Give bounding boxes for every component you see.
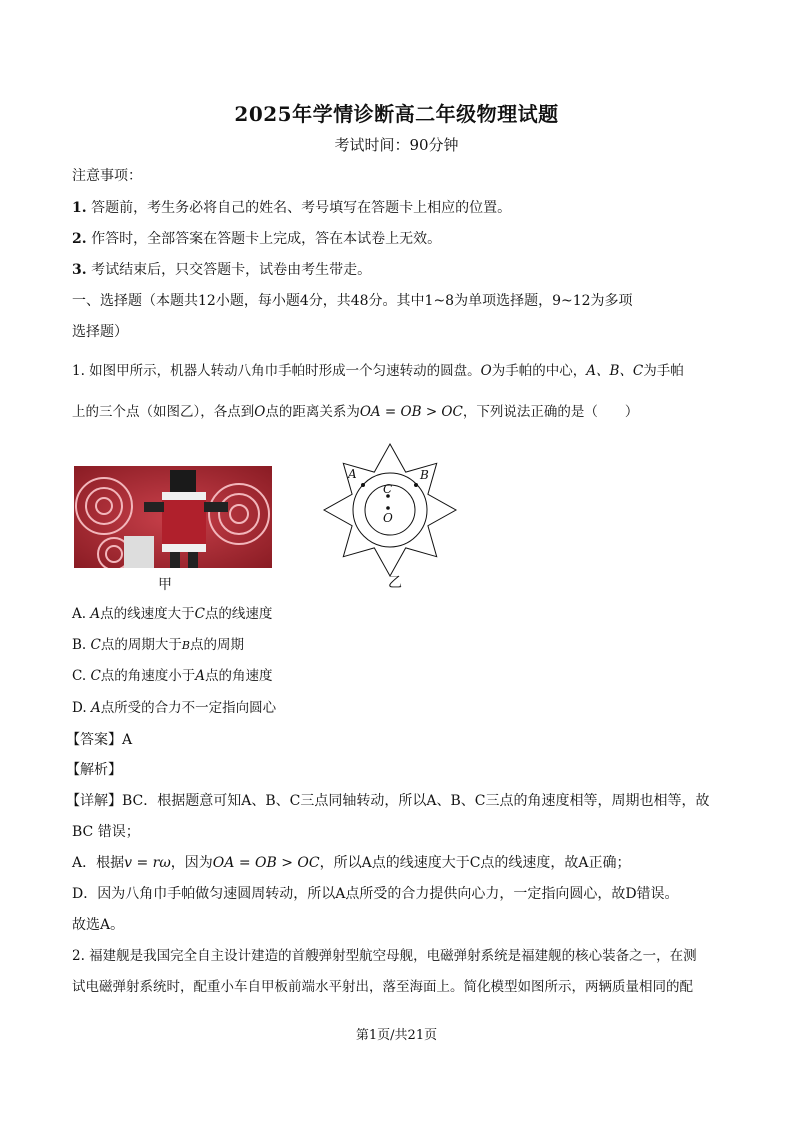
option-var: C xyxy=(194,606,205,622)
option-text: 点的周期大于 xyxy=(100,637,182,653)
option-text: 点的线速度大于 xyxy=(100,606,195,622)
answer-label: 【答案】 xyxy=(66,732,122,748)
note-text: 答题前，考生务必将自己的姓名、考号填写在答题卡上相应的位置。 xyxy=(91,200,512,216)
point-o xyxy=(386,506,390,510)
section-heading: 一、选择题（本题共12小题，每小题4分，共48分。其中1~8为单项选择题，9~12为多项 xyxy=(72,293,633,309)
detail-line4: D．因为八角巾手帕做匀速圆周转动，所以A点所受的合力提供向心力，一定指向圆心，故D错误。 xyxy=(72,886,679,902)
answer-value: A xyxy=(122,732,133,748)
detail-text: A．根据 xyxy=(72,855,125,871)
note-number: 3. xyxy=(72,262,87,278)
note-number: 2. xyxy=(72,231,87,247)
robot-photo-art xyxy=(74,466,272,568)
note-item xyxy=(72,198,511,218)
q1-option-c xyxy=(72,666,273,686)
q1-option-b xyxy=(72,635,244,656)
point-b xyxy=(414,483,418,487)
octagram-outline xyxy=(324,444,456,576)
diagram-yi xyxy=(320,440,460,580)
detail-line3 xyxy=(72,853,631,873)
note-text: 考试结束后，只交答题卡，试卷由考生带走。 xyxy=(91,262,372,278)
label-b: B xyxy=(420,468,429,482)
option-text: 点的角速度 xyxy=(205,668,273,684)
q1-stem-line1 xyxy=(72,361,684,381)
q1-stem-text: 为手帕的中心， xyxy=(491,363,587,379)
q1-stem-text: 上的三个点（如图乙），各点到 xyxy=(72,404,255,420)
section-heading-cont: 选择题） xyxy=(72,324,128,340)
point-a xyxy=(361,483,365,487)
conclusion-line: 故选A。 xyxy=(72,917,125,933)
label-a: A xyxy=(348,467,357,481)
relation-formula: OA = OB > OC xyxy=(212,855,320,871)
var-o: O xyxy=(254,404,266,420)
detail-text: BC．根据题意可知A、B、C三点同轴转动，所以A、B、C三点的角速度相等，周期也相等，故 xyxy=(122,793,710,809)
q1-stem-text: 1. 如图甲所示，机器人转动八角巾手帕时形成一个匀速转动的圆盘。 xyxy=(72,363,481,379)
q1-stem-text: 为手帕 xyxy=(643,363,684,379)
label-o: O xyxy=(383,511,393,525)
option-prefix: B. xyxy=(72,637,91,653)
robot-photo xyxy=(74,466,272,568)
option-prefix: A. xyxy=(72,606,91,622)
notes-heading: 注意事项： xyxy=(72,168,142,184)
detail-label: 【详解】 xyxy=(66,793,122,809)
option-var: B xyxy=(181,639,190,652)
q1-stem-text: 点的距离关系为 xyxy=(265,404,360,420)
var-o: O xyxy=(480,363,492,379)
option-text: 点的周期 xyxy=(189,637,244,653)
q1-stem-line2 xyxy=(72,402,638,422)
figure-caption-yi: 乙 xyxy=(388,575,402,591)
note-number: 1. xyxy=(72,200,87,216)
label-c: C xyxy=(383,482,393,496)
q1-option-d xyxy=(72,698,276,718)
option-var: C xyxy=(90,637,101,653)
option-prefix: C. xyxy=(72,668,91,684)
var-abc: A、B、C xyxy=(586,363,644,379)
detail-line1 xyxy=(66,791,709,811)
option-text: 点的线速度 xyxy=(204,606,273,622)
detail-text: ，所以A点的线速度大于C点的线速度，故A正确； xyxy=(319,855,631,871)
relation-formula: OA = OB > OC xyxy=(359,404,463,420)
page-footer: 第1页/共21页 xyxy=(355,1028,438,1043)
velocity-formula: v = rω xyxy=(124,855,171,871)
detail-line2: BC 错误； xyxy=(72,824,140,840)
note-item xyxy=(72,229,441,249)
detail-text: ，因为 xyxy=(170,855,213,871)
option-var: C xyxy=(90,668,101,684)
answer-line xyxy=(66,730,132,750)
q1-option-a xyxy=(72,604,272,624)
q1-stem-text: ，下列说法正确的是（ ） xyxy=(462,404,639,420)
analysis-label: 【解析】 xyxy=(66,762,122,778)
q2-line1: 2. 福建舰是我国完全自主设计建造的首艘弹射型航空母舰，电磁弹射系统是福建舰的核心装备之一，在测 xyxy=(72,948,697,964)
option-var: A xyxy=(90,700,101,716)
note-text: 作答时，全部答案在答题卡上完成，答在本试卷上无效。 xyxy=(91,231,442,247)
option-text: 点的角速度小于 xyxy=(100,668,196,684)
page-title: 2025年学情诊断高二年级物理试题 xyxy=(234,102,559,126)
note-item xyxy=(72,260,371,280)
option-var: A xyxy=(195,668,206,684)
option-text: 点所受的合力不一定指向圆心 xyxy=(100,700,277,716)
figure-caption-jia: 甲 xyxy=(158,577,172,593)
exam-time: 考试时间：90分钟 xyxy=(334,136,459,154)
option-prefix: D. xyxy=(72,700,91,716)
option-var: A xyxy=(90,606,101,622)
q2-line2: 试电磁弹射系统时，配重小车自甲板前端水平射出，落至海面上。简化模型如图所示，两辆质量相同的配 xyxy=(72,979,693,995)
